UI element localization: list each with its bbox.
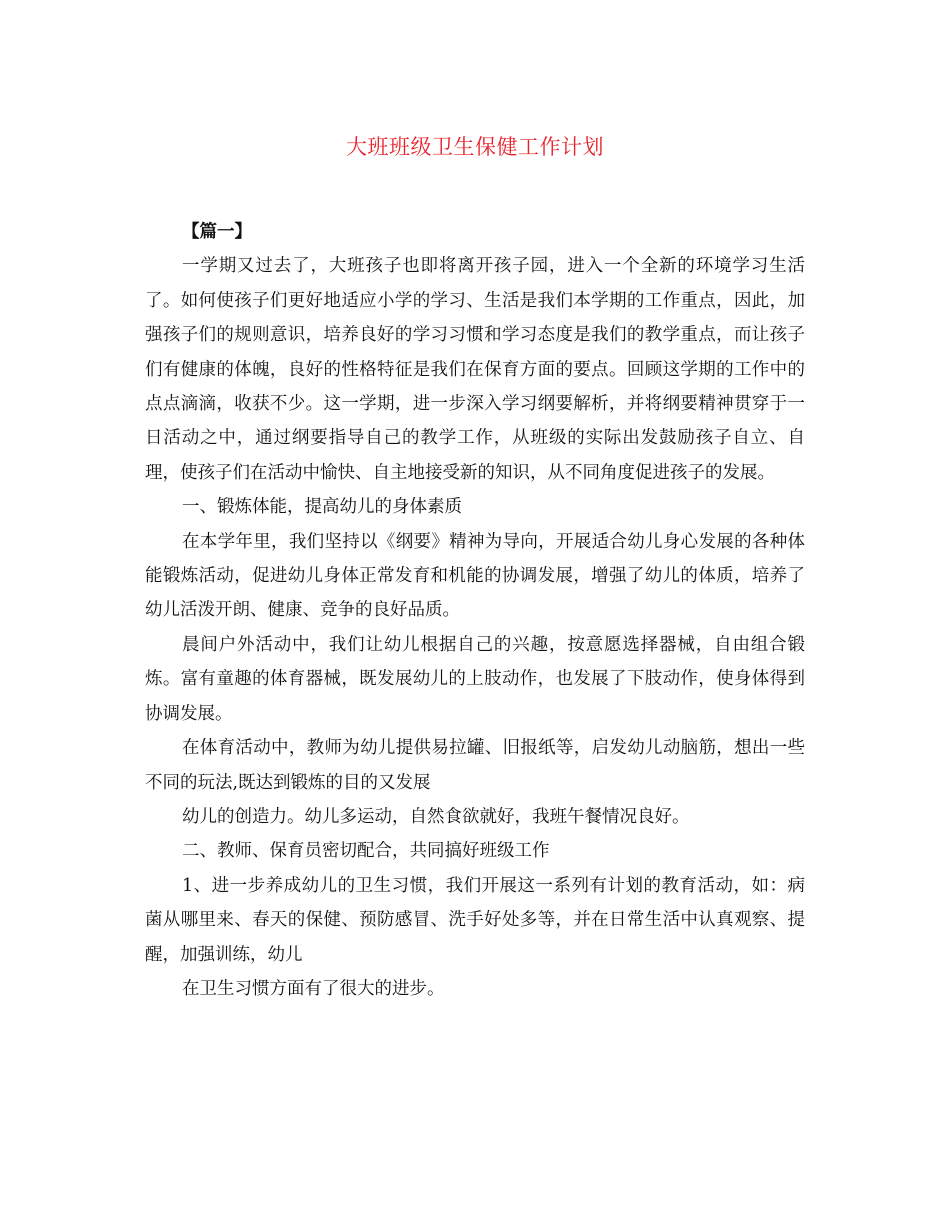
paragraph-hygiene-progress: 在卫生习惯方面有了很大的进步。 [182,978,445,999]
paragraph-hygiene-habits: 1、进一步养成幼儿的卫生习惯，我们开展这一系列有计划的教育活动，如：病菌从哪里来、春天的保健、预防感冒、洗手好处多等，并在日常生活中认真观察、提醒，加强训练，幼儿 [145,875,805,965]
paragraph-intro: 一学期又过去了，大班孩子也即将离开孩子园，进入一个全新的环境学习生活了。如何使孩子们更好地适应小学的学习、生活是我们本学期的工作重点，因此，加强孩子们的规则意识，培养良好的学习习惯和学习态度是我们的教学重点，而让孩子们有健康的体魄，良好的性格特征是我们在保育方面的要点。回顾这学期的工作中的点点滴滴，收获不少。这一学期，进一步深入学习纲要解析，并将纲要精神贯穿于一日活动之中，通过纲要指导自己的教学工作，从班级的实际出发鼓励孩子自立、自理，使孩子们在活动中愉快、自主地接受新的知识，从不同角度促进孩子的发展。 [145,256,805,483]
paragraph-creativity: 幼儿的创造力。幼儿多运动，自然食欲就好，我班午餐情况良好。 [182,806,690,827]
document-body [145,215,805,1006]
paragraph-physical-training: 在本学年里，我们坚持以《纲要》精神为导向，开展适合幼儿身心发展的各种体能锻炼活动，促进幼儿身体正常发育和机能的协调发展，增强了幼儿的体质，培养了幼儿活泼开朗、健康、竞争的良好品质。 [145,531,805,621]
section-label: 【篇一】 [182,222,252,242]
heading-section-2: 二、教师、保育员密切配合，共同搞好班级工作 [182,841,550,862]
heading-section-1: 一、锻炼体能，提高幼儿的身体素质 [182,497,462,518]
paragraph-sports-activity: 在体育活动中，教师为幼儿提供易拉罐、旧报纸等，启发幼儿动脑筋，想出一些不同的玩法,既达到锻炼的目的又发展 [145,738,805,793]
document-title: 大班班级卫生保健工作计划 [346,135,604,159]
paragraph-morning-activity: 晨间户外活动中，我们让幼儿根据自己的兴趣，按意愿选择器械，自由组合锻炼。富有童趣的体育器械，既发展幼儿的上肢动作，也发展了下肢动作，使身体得到协调发展。 [145,634,805,724]
